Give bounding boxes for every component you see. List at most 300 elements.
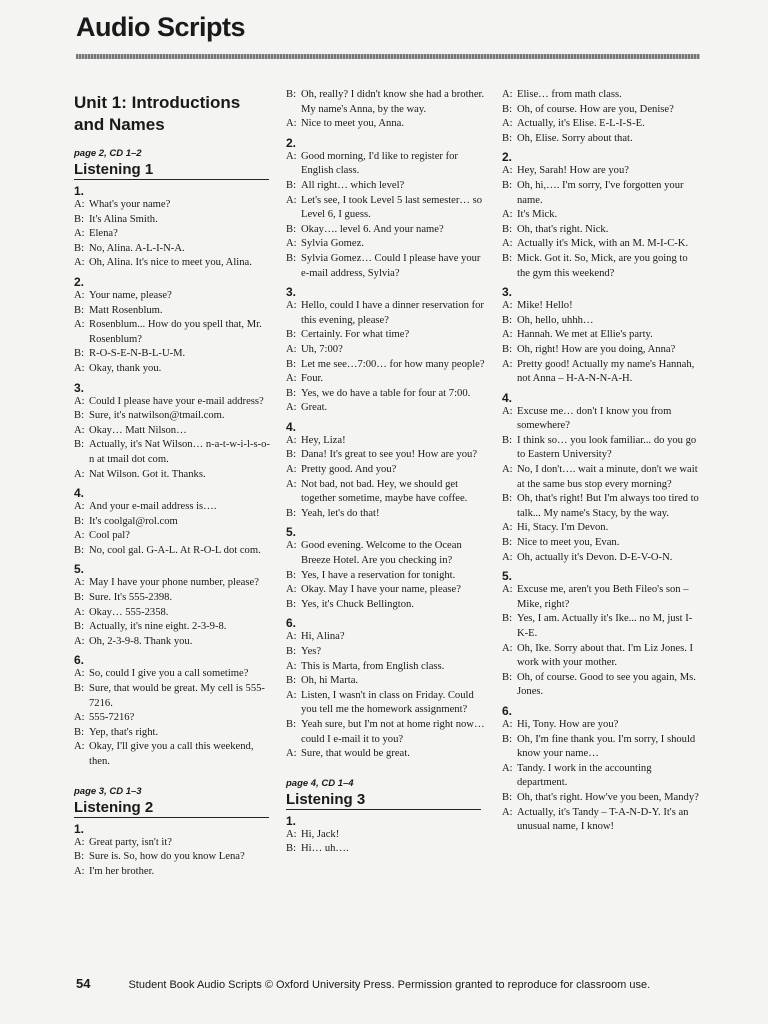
line-text: Nice to meet you, Anna. [301,118,404,130]
speaker-label: B: [74,410,85,422]
line-text: Uh, 7:00? [301,343,343,355]
dialogue-line [74,438,274,467]
line-text: Okay…. level 6. And your name? [301,223,444,235]
spacer [74,770,274,784]
dialogue-line [286,583,486,598]
speaker-label: A: [502,358,513,370]
dialogue-line [502,791,702,806]
dialogue-line [286,630,486,645]
dialogue-line [286,150,486,179]
dialogue-line [74,711,274,726]
dialogue-line [502,117,702,132]
dialogue-line [286,117,486,132]
dialogue-line [502,314,702,329]
dialogue-line [502,328,702,343]
dialogue-line [502,132,702,147]
dialogue-line [74,500,274,515]
dialogue-line [502,551,702,566]
dialogue-line [74,544,274,559]
line-text: Oh, that's right! But I'm always too tired to talk... My name's Stacy, by the way. [517,493,699,519]
line-text: Oh, hi Marta. [301,675,359,687]
dialogue-line [286,689,486,718]
page-cd-reference: page 2, CD 1–2 [74,148,142,159]
speaker-label: B: [74,304,85,316]
line-text: Actually, it's Nat Wilson… n-a-t-w-i-l-s-o-n at tmail dot com. [89,439,270,465]
line-text: It's Alina Smith. [89,213,158,225]
dialogue-line [502,179,702,208]
exercise-number: 6. [74,653,85,668]
exercise-number: 2. [286,135,297,150]
line-text: Sure, that would be great. [301,748,410,760]
dialogue-line [502,671,702,700]
line-text: Tandy. I work in the accounting department. [517,762,652,789]
dialogue-line [286,179,486,194]
speaker-label: A: [502,464,513,476]
line-text: Oh, hi,…. I'm sorry, I've forgotten your name. [517,179,684,206]
dialogue-line [74,529,274,544]
line-text: Four. [301,373,324,385]
exercise-number: 1. [286,813,297,828]
line-text: Cool pal? [89,530,130,542]
dialogue-line [74,667,274,682]
exercise-number: 3. [74,380,85,395]
speaker-label: A: [74,362,85,374]
line-text: Okay, thank you. [89,362,162,374]
speaker-label: B: [502,791,513,803]
dialogue-line [502,223,702,238]
speaker-label: A: [286,689,297,701]
speaker-label: A: [502,806,513,818]
dialogue-line [286,645,486,660]
speaker-label: A: [74,319,85,331]
dialogue-line [502,612,702,641]
dialogue-line [502,521,702,536]
dialogue-line [286,448,486,463]
speaker-label: B: [286,449,297,461]
dialogue-line [502,718,702,733]
speaker-label: B: [502,314,513,326]
speaker-label: A: [74,606,85,618]
column-1 [74,88,274,879]
line-text: Yeah, let's do that! [301,507,380,519]
speaker-label: A: [74,257,85,269]
speaker-label: B: [74,515,85,527]
dialogue-line [286,372,486,387]
column-3 [502,88,702,835]
line-text: Good morning, I'd like to register for English class. [301,150,458,177]
line-text: Pretty good. And you? [301,464,397,476]
line-text: Mike! Hello! [517,300,573,312]
dialogue-line [286,252,486,281]
line-text: Nat Wilson. Got it. Thanks. [89,468,206,480]
line-text: Oh, Alina. It's nice to meet you, Alina. [89,257,252,269]
speaker-label: A: [74,836,85,848]
dialogue-line [74,726,274,741]
speaker-label: A: [286,343,297,355]
dialogue-line [74,591,274,606]
dialogue-line [286,328,486,343]
line-text: And your e-mail address is…. [89,501,217,513]
dialogue-line [502,208,702,223]
dialogue-line [286,299,486,328]
speaker-label: B: [74,621,85,633]
line-text: Oh, 2-3-9-8. Thank you. [89,635,193,647]
speaker-label: B: [286,646,297,657]
line-text: Listen, I wasn't in class on Friday. Could you tell me the homework assignment? [301,689,474,716]
dialogue-line [502,358,702,387]
dialogue-line [74,682,274,711]
exercise-number: 6. [286,616,297,631]
line-text: Pretty good! Actually my name's Hannah, not Anna – H-A-N-N-A-H. [517,358,695,385]
line-text: So, could I give you a call sometime? [89,668,249,680]
speaker-label: B: [502,252,513,264]
line-text: Elena? [89,228,118,240]
line-text: Hey, Sarah! How are you? [517,165,629,177]
speaker-label: B: [74,683,85,695]
speaker-label: B: [286,598,297,610]
speaker-label: A: [286,464,297,476]
speaker-label: A: [286,540,297,552]
speaker-label: A: [286,478,297,490]
speaker-label: A: [286,748,297,760]
speaker-label: A: [502,209,513,221]
dialogue-line [502,492,702,521]
speaker-label: B: [502,434,513,446]
page-cd-reference: page 3, CD 1–3 [74,785,142,797]
line-text: Matt Rosenblum. [89,304,163,316]
dialogue-line [74,213,274,228]
line-text: Yes, I am. Actually it's Ike... no M, just I-K-E. [517,613,693,639]
speaker-label: A: [74,424,85,436]
line-text: R-O-S-E-N-B-L-U-M. [89,348,186,360]
line-text: Yes? [301,646,322,657]
dialogue-line [286,401,486,416]
speaker-label: A: [74,741,85,753]
speaker-label: A: [286,434,297,446]
speaker-label: B: [74,592,85,604]
line-text: Sure. It's 555-2398. [89,592,173,604]
column-2 [286,88,486,857]
speaker-label: B: [286,387,297,399]
line-text: Yep, that's right. [89,726,159,738]
speaker-label: B: [502,103,513,115]
speaker-label: B: [502,223,513,235]
line-text: I think so… you look familiar... do you go to Eastern University? [517,434,697,461]
speaker-label: B: [286,329,297,341]
dialogue-line [502,252,702,281]
title-rule [76,54,700,59]
speaker-label: A: [502,329,513,341]
footer-text: Student Book Audio Scripts © Oxford University Press. Permission granted to reproduce for classroom use. [128,979,651,991]
speaker-label: A: [502,165,513,177]
dialogue-line [286,598,486,613]
unit-heading: Unit 1: Introductions and Names [74,93,241,134]
line-text: May I have your phone number, please? [89,577,259,589]
speaker-label: B: [502,132,513,144]
line-text: Sylvia Gomez. [301,238,364,250]
line-text: I'm her brother. [89,865,155,877]
speaker-label: A: [74,199,85,210]
line-text: Hi, Stacy. I'm Devon. [517,522,609,534]
speaker-label: B: [74,439,85,451]
line-text: Okay. May I have your name, please? [301,584,461,596]
speaker-label: B: [286,675,297,687]
line-text: Hi, Tony. How are you? [517,718,619,730]
dialogue-line [502,463,702,492]
line-text: Actually it's Mick, with an M. M-I-C-K. [517,238,689,250]
speaker-label: A: [286,300,297,312]
exercise-number: 4. [286,419,297,434]
page-title: Audio Scripts [76,12,246,42]
exercise-number: 4. [502,390,513,405]
speaker-label: B: [286,718,297,730]
speaker-label: B: [74,348,85,360]
line-text: All right… which level? [301,179,405,191]
speaker-label: B: [74,213,85,225]
speaker-label: A: [502,584,513,596]
speaker-label: A: [502,89,513,100]
line-text: No, Alina. A-L-I-N-A. [89,242,185,254]
exercise-number: 2. [74,274,85,289]
exercise-number: 4. [74,486,85,501]
dialogue-line [74,409,274,424]
dialogue-line [502,583,702,612]
speaker-label: A: [502,642,513,654]
dialogue-line [286,660,486,675]
speaker-label: A: [286,118,297,130]
section-heading: Listening 1 [74,160,269,180]
section-heading: Listening 2 [74,798,269,818]
dialogue-line [286,223,486,238]
speaker-label: B: [502,613,513,625]
dialogue-line [286,387,486,402]
line-text: Actually, it's Elise. E-L-I-S-E. [517,118,645,130]
speaker-label: B: [502,671,513,683]
line-text: Okay… Matt Nilson… [89,424,187,436]
dialogue-line [502,343,702,358]
line-text: Oh, Elise. Sorry about that. [517,132,633,144]
exercise-number: 5. [74,562,85,577]
dialogue-line [286,88,486,117]
dialogue-line [502,103,702,118]
speaker-label: A: [502,718,513,730]
speaker-label: B: [502,537,513,549]
exercise-number: 5. [502,569,513,584]
speaker-label: B: [502,179,513,191]
dialogue-line [74,836,274,851]
speaker-label: B: [74,242,85,254]
speaker-label: A: [286,238,297,250]
speaker-label: B: [286,223,297,235]
dialogue-line [74,865,274,880]
dialogue-line [502,642,702,671]
dialogue-line [286,569,486,584]
dialogue-line [74,424,274,439]
line-text: Let's see, I took Level 5 last semester… so Level 6, I guess. [301,194,483,221]
line-text: Hannah. We met at Ellie's party. [517,329,653,341]
dialogue-line [286,343,486,358]
dialogue-line [502,299,702,314]
line-text: Great. [301,402,328,414]
speaker-label: A: [74,635,85,647]
speaker-label: A: [74,289,85,301]
speaker-label: B: [74,544,85,556]
speaker-label: A: [502,238,513,250]
line-text: Yes, we do have a table for four at 7:00. [301,387,471,399]
speaker-label: A: [74,468,85,480]
dialogue-line [74,242,274,257]
dialogue-line [74,850,274,865]
dialogue-line [286,747,486,762]
dialogue-line [502,237,702,252]
line-text: Excuse me, aren't you Beth Fileo's son – Mike, right? [517,584,689,610]
line-text: No, I don't…. wait a minute, don't we wait at the same bus stop every morning? [517,464,698,490]
exercise-number: 1. [74,184,85,198]
dialogue-line [74,318,274,347]
line-text: What's your name? [89,199,171,210]
speaker-label: B: [286,507,297,519]
speaker-label: A: [74,228,85,240]
line-text: Let me see…7:00… for how many people? [301,358,485,370]
dialogue-line [502,806,702,835]
page-number: 54 [76,976,91,991]
dialogue-line [286,194,486,223]
speaker-label: B: [286,252,297,264]
line-text: Okay… 555-2358. [89,606,169,618]
exercise-number: 6. [502,703,513,718]
speaker-label: A: [286,194,297,206]
speaker-label: A: [74,395,85,407]
dialogue-line [74,620,274,635]
dialogue-line [502,536,702,551]
dialogue-line [286,828,486,843]
line-text: Yes, I have a reservation for tonight. [301,569,456,581]
dialogue-line [286,507,486,522]
speaker-label: A: [286,373,297,385]
dialogue-line [74,347,274,362]
line-text: Excuse me… don't I know you from somewhere? [517,405,672,432]
spacer [286,762,486,776]
speaker-label: A: [286,584,297,596]
line-text: Rosenblum... How do you spell that, Mr. Rosenblum? [89,319,262,345]
dialogue-line [286,434,486,449]
line-text: Oh, really? I didn't know she had a brother. My name's Anna, by the way. [301,89,485,115]
line-text: Hey, Liza! [301,434,346,446]
speaker-label: A: [502,300,513,312]
line-text: No, cool gal. G-A-L. At R-O-L dot com. [89,544,261,556]
speaker-label: B: [502,493,513,505]
dialogue-line [286,463,486,478]
dialogue-line [74,740,274,769]
line-text: Oh, right! How are you doing, Anna? [517,343,676,355]
speaker-label: A: [74,865,85,877]
line-text: Oh, actually it's Devon. D-E-V-O-N. [517,551,673,563]
line-text: Oh, that's right. Nick. [517,223,609,235]
exercise-number: 5. [286,525,297,540]
line-text: Yes, it's Chuck Bellington. [301,598,414,610]
dialogue-line [74,198,274,213]
dialogue-line [74,362,274,377]
line-text: Hi, Jack! [301,828,340,840]
dialogue-line [286,237,486,252]
dialogue-line [502,405,702,434]
line-text: Oh, Ike. Sorry about that. I'm Liz Jones. I work with your mother. [517,642,694,669]
speaker-label: B: [286,569,297,581]
line-text: Certainly. For what time? [301,329,410,341]
speaker-label: B: [74,726,85,738]
speaker-label: A: [74,577,85,589]
speaker-label: B: [74,851,85,863]
speaker-label: B: [502,733,513,745]
speaker-label: B: [286,843,297,855]
dialogue-line [502,434,702,463]
line-text: Elise… from math class. [517,89,622,100]
speaker-label: A: [286,828,297,840]
line-text: Good evening. Welcome to the Ocean Breeze Hotel. Are you checking in? [301,540,462,567]
line-text: It's coolgal@rol.com [89,515,178,527]
speaker-label: A: [74,712,85,724]
line-text: Oh, hello, uhhh… [517,314,594,326]
dialogue-line [74,635,274,650]
line-text: Oh, of course. Good to see you again, Ms. Jones. [517,671,696,698]
line-text: Dana! It's great to see you! How are you? [301,449,478,461]
line-text: Oh, that's right. How've you been, Mandy? [517,791,699,803]
line-text: This is Marta, from English class. [301,660,445,672]
dialogue-line [286,539,486,568]
speaker-label: A: [502,522,513,534]
line-text: Nice to meet you, Evan. [517,537,620,549]
dialogue-line [286,674,486,689]
line-text: Sure, that would be great. My cell is 555-7216. [89,683,265,709]
dialogue-line [74,256,274,271]
line-text: It's Mick. [517,209,558,221]
dialogue-line [286,842,486,857]
speaker-label: A: [286,150,297,162]
line-text: Sure is. So, how do you know Lena? [89,851,245,863]
speaker-label: A: [502,118,513,130]
exercise-number: 1. [74,821,85,836]
page-footer [76,976,716,991]
dialogue-line [74,576,274,591]
line-text: Hello, could I have a dinner reservation for this evening, please? [301,300,484,326]
dialogue-line [502,164,702,179]
speaker-label: B: [286,358,297,370]
speaker-label: B: [502,343,513,355]
line-text: Actually, it's nine eight. 2-3-9-8. [89,621,227,633]
dialogue-line [502,762,702,791]
line-text: Oh, I'm fine thank you. I'm sorry, I should know your name… [517,733,696,760]
line-text: Not bad, not bad. Hey, we should get together sometime, maybe have coffee. [301,478,468,505]
line-text: Hi… uh…. [301,843,349,855]
exercise-number: 3. [502,285,513,300]
line-text: Could I please have your e-mail address? [89,395,264,407]
speaker-label: A: [74,501,85,513]
dialogue-line [286,478,486,507]
speaker-label: A: [74,668,85,680]
line-text: Your name, please? [89,289,172,301]
speaker-label: A: [286,631,297,643]
speaker-label: A: [502,551,513,563]
dialogue-line [74,606,274,621]
line-text: Yeah sure, but I'm not at home right now… could I e-mail it to you? [301,718,485,745]
line-text: Oh, of course. How are you, Denise? [517,103,674,115]
line-text: Great party, isn't it? [89,836,173,848]
dialogue-line [286,718,486,747]
speaker-label: A: [74,530,85,542]
speaker-label: A: [286,660,297,672]
speaker-label: A: [286,402,297,414]
line-text: Hi, Alina? [301,631,345,643]
